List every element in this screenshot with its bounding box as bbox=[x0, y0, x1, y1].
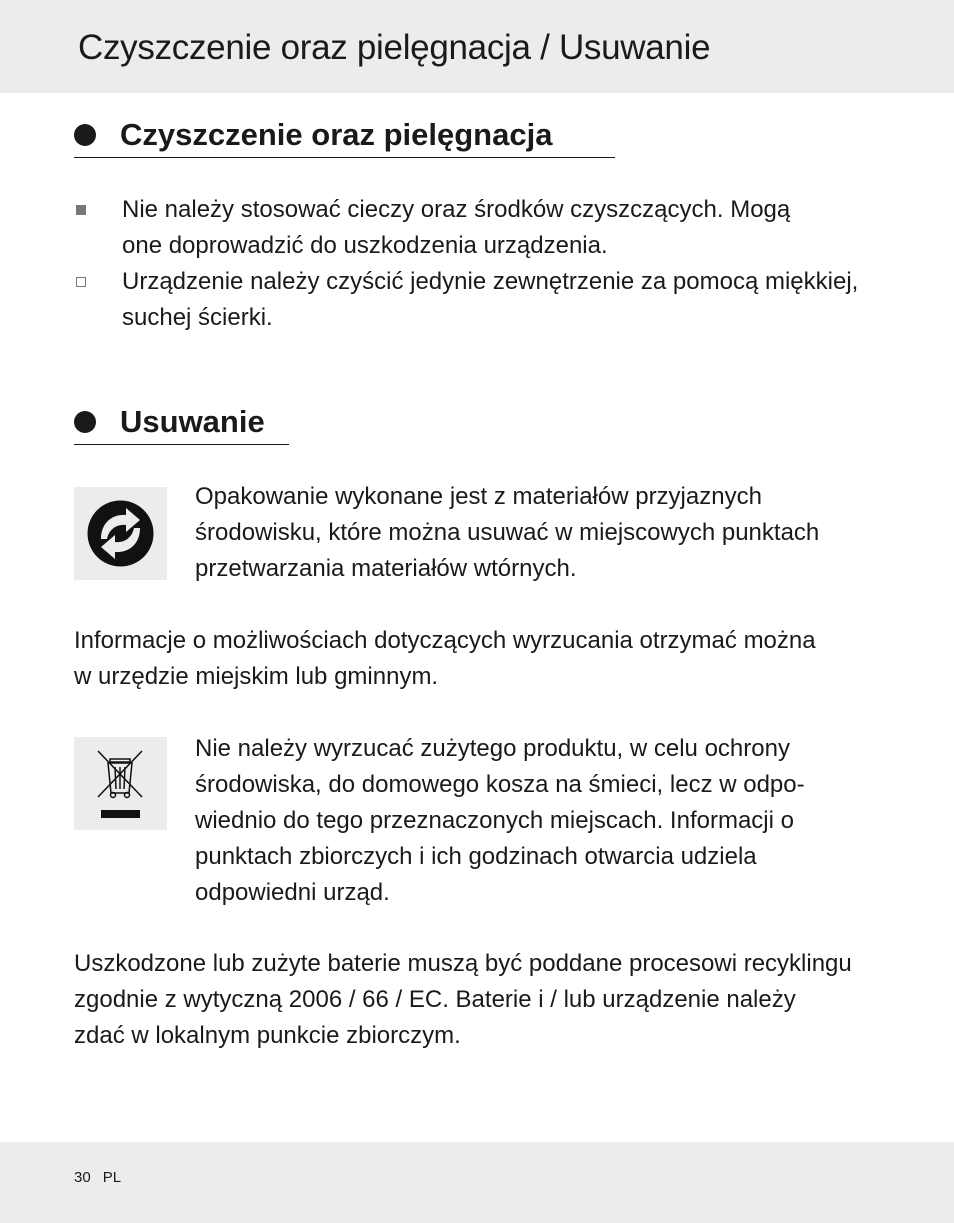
green-dot-recycling-icon bbox=[74, 487, 167, 580]
page-number: 30 bbox=[74, 1169, 91, 1186]
bullet-dot-icon bbox=[74, 411, 96, 433]
page-footer bbox=[0, 1142, 954, 1223]
bullet-dot-icon bbox=[74, 124, 96, 146]
footer-info bbox=[74, 1169, 121, 1186]
cleaning-heading: Czyszczenie oraz pielęgnacja bbox=[120, 117, 553, 152]
cleaning-list bbox=[74, 192, 894, 336]
list-item-line: one doprowadzić do uszkodzenia urządzenia. bbox=[122, 232, 608, 259]
disposal-heading: Usuwanie bbox=[120, 404, 265, 439]
list-item-line: Nie należy stosować cieczy oraz środków czyszczących. Mogą bbox=[122, 196, 791, 223]
page-title: Czyszczenie oraz pielęgnacja / Usuwanie bbox=[78, 28, 711, 67]
product-disposal-paragraph: Nie należy wyrzucać zużytego produktu, w celu ochrony środowiska, do domowego kosza na śmieci, lecz w odpo- wiednio do tego przeznaczonych miejscach. Informacji o punktach zbiorczych i ich godzinach otwarcia udziela odpowiedni urząd. bbox=[195, 735, 805, 906]
cleaning-section-heading bbox=[74, 117, 615, 158]
filled-square-bullet-icon bbox=[76, 205, 86, 215]
battery-disposal-paragraph: Uszkodzone lub zużyte baterie muszą być poddane procesowi recyklingu zgodnie z wytyczną 2006 / 66 / EC. Baterie i / lub urządzenie należy zdać w lokalnym punkcie zbiorczym. bbox=[74, 950, 852, 1049]
list-item bbox=[74, 192, 894, 264]
list-item-line: suchej ścierki. bbox=[122, 304, 273, 331]
disposal-info-paragraph: Informacje o możliwościach dotyczących wyrzucania otrzymać można w urzędzie miejskim lub gminnym. bbox=[74, 627, 816, 690]
empty-square-bullet-icon bbox=[76, 277, 86, 287]
packaging-paragraph: Opakowanie wykonane jest z materiałów przyjaznych środowisku, które można usuwać w miejscowych punktach przetwarzania materiałów wtórnych. bbox=[195, 483, 820, 582]
language-code: PL bbox=[102, 1169, 122, 1186]
list-item-line: Urządzenie należy czyścić jedynie zewnętrzenie za pomocą miękkiej, bbox=[122, 268, 859, 295]
list-item bbox=[74, 264, 894, 336]
disposal-section-heading bbox=[74, 404, 289, 445]
page-header bbox=[0, 0, 954, 93]
crossed-out-bin-icon bbox=[74, 737, 167, 830]
